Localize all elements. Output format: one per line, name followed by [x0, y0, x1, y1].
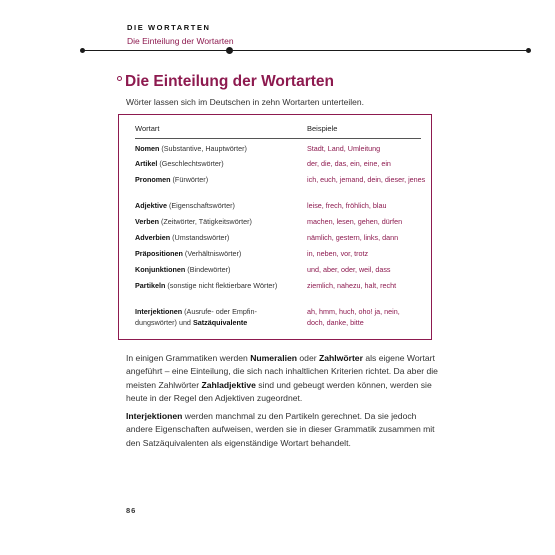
para-text: In einigen Grammatiken werden	[126, 353, 251, 363]
para-text: werden manchmal zu den Partikeln gerechnet. Da sie jedoch andere Eigenschaften aufweisen, werden sie in dieser Grammatik zusammen mit den Satzäquivalenten als eigenständige Wortart behandelt.	[126, 411, 435, 448]
row-examples: ich, euch, jemand, dein, dieser, jenes	[307, 175, 426, 184]
rule-dot-left	[80, 48, 85, 53]
row-term: Konjunktionen	[135, 265, 186, 274]
row-term: Interjektionen	[135, 307, 183, 316]
chapter-subtitle: Die Einteilung der Wortarten	[127, 36, 234, 46]
paragraph-numeralien	[126, 352, 441, 405]
row-note: (Substantive, Hauptwörter)	[159, 144, 247, 153]
row-note: (Verhältniswörter)	[182, 249, 242, 258]
row-term: Präpositionen	[135, 249, 183, 258]
para-bold: Numeralien	[250, 353, 298, 363]
row-term: Nomen	[135, 144, 160, 153]
row-examples: in, neben, vor, trotz	[307, 249, 369, 258]
rule-dot-center	[226, 47, 233, 54]
para-bold: Zahladjektive	[201, 379, 256, 390]
page-number: 86	[126, 506, 137, 515]
row-term-2: Satzäquivalente	[192, 317, 248, 327]
row-note: (sonstige nicht flektierbare Wörter)	[165, 281, 278, 290]
row-term: Partikeln	[135, 281, 166, 290]
paragraph-interjektionen	[126, 410, 441, 450]
row-examples: leise, frech, fröhlich, blau	[307, 201, 387, 210]
row-examples: Stadt, Land, Umleitung	[307, 144, 381, 153]
row-note: (Zeitwörter, Tätigkeitswörter)	[158, 217, 252, 226]
row-note: (Bindewörter)	[185, 265, 231, 274]
row-examples: und, aber, oder, weil, dass	[307, 265, 391, 274]
row-examples: der, die, das, ein, eine, ein	[307, 159, 391, 168]
para-text: oder	[297, 353, 319, 363]
row-term: Verben	[135, 217, 159, 226]
table-header-beispiele: Beispiele	[307, 124, 338, 133]
row-examples: ah, hmm, huch, oho! ja, nein, doch, danke, bitte	[307, 307, 400, 327]
para-text: als eigene Wortart angeführt – eine Einteilung, die sich nach inhaltlichen Kriterien richtet. Da aber die meisten Zahlwörter	[126, 353, 438, 390]
chapter-kicker: DIE WORTARTEN	[127, 23, 211, 32]
row-note: (Umstandswörter)	[170, 233, 230, 242]
row-term: Adverbien	[135, 233, 171, 242]
rule-dot-right	[526, 48, 531, 53]
header-rule	[82, 50, 528, 51]
section-intro: Wörter lassen sich im Deutschen in zehn Wortarten unterteilen.	[126, 97, 364, 107]
row-term: Adjektive	[135, 201, 167, 210]
row-term: Pronomen	[135, 175, 171, 184]
row-note: (Ausrufe- oder Empfindungswörter) und	[135, 307, 257, 327]
row-examples: nämlich, gestern, links, dann	[307, 233, 399, 242]
table-header	[135, 124, 421, 139]
row-term: Artikel	[135, 159, 158, 168]
table-header-wortart: Wortart	[135, 124, 160, 133]
section-title: Die Einteilung der Wortarten	[125, 73, 334, 90]
section-bullet-icon	[117, 76, 122, 81]
row-note: (Fürwörter)	[170, 175, 209, 184]
para-bold: Zahlwörter	[319, 353, 363, 363]
row-examples: machen, lesen, gehen, dürfen	[307, 217, 403, 226]
row-examples: ziemlich, nahezu, halt, recht	[307, 281, 397, 290]
para-text: sind und gebeugt werden können, werden sie heute in der Regel den Adjektiven zugeordnet.	[126, 379, 432, 403]
row-note: (Eigenschaftswörter)	[166, 201, 235, 210]
wortarten-table	[118, 114, 432, 340]
para-bold: Interjektionen	[126, 411, 183, 421]
row-note: (Geschlechtswörter)	[157, 159, 224, 168]
